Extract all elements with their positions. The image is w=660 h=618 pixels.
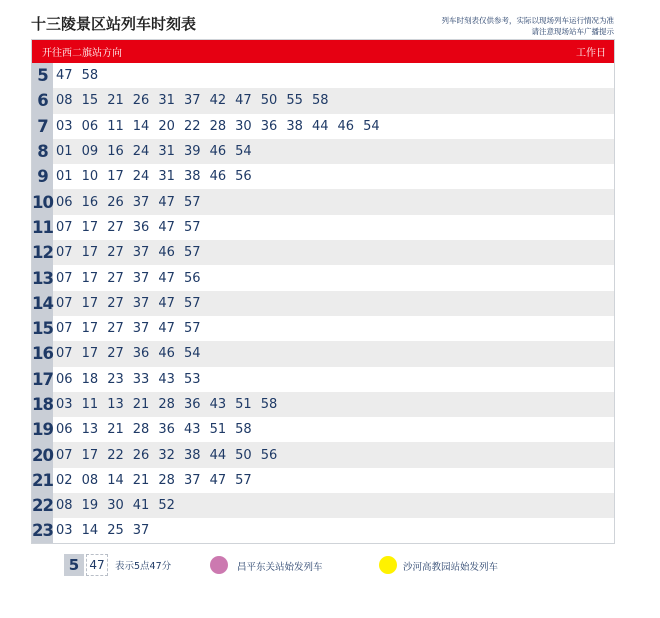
minute-cell: 36 xyxy=(158,422,175,438)
minute-cell: 06 xyxy=(81,118,99,134)
hour-cell: 8 xyxy=(32,139,53,164)
minute-cell: 11 xyxy=(81,397,99,412)
legend-example xyxy=(64,552,171,578)
minute-cell: 43 xyxy=(183,422,201,438)
timetable-row xyxy=(32,240,614,265)
minute-cell: 56 xyxy=(235,169,252,185)
minute-cell: 24 xyxy=(132,144,150,160)
minute-cell: 17 xyxy=(107,169,124,185)
minute-cell: 37 xyxy=(132,321,150,337)
minute-cell: 55 xyxy=(286,93,303,109)
timetable-row xyxy=(32,518,614,543)
minute-cell: 46 xyxy=(337,118,355,134)
minute-cell: 07 xyxy=(56,270,73,286)
origin1-label: 昌平东关站始发列车 xyxy=(237,562,323,573)
timetable-row xyxy=(32,316,614,341)
minute-cell: 51 xyxy=(235,397,252,412)
minute-cell: 07 xyxy=(56,447,73,463)
hour-cell: 9 xyxy=(32,164,53,189)
origin1-color-dot xyxy=(210,556,228,574)
legend-example-text: 表示5点47分 xyxy=(115,561,172,572)
minute-cell: 07 xyxy=(56,321,73,337)
timetable-row xyxy=(32,493,614,518)
minute-cell: 41 xyxy=(132,498,150,514)
minute-cell: 37 xyxy=(132,245,150,261)
hour-cell: 18 xyxy=(32,392,53,417)
minute-cell: 52 xyxy=(158,498,175,514)
minute-cell: 07 xyxy=(56,219,73,235)
minute-cell: 01 xyxy=(56,169,73,185)
minutes-list xyxy=(53,271,210,286)
minute-cell: 36 xyxy=(132,219,150,235)
legend-example-minute: 47 xyxy=(86,554,108,576)
minutes-list xyxy=(53,523,158,538)
minute-cell: 37 xyxy=(132,270,150,286)
minute-cell: 11 xyxy=(107,118,124,134)
minutes-list xyxy=(53,93,338,108)
minutes-list xyxy=(53,169,261,184)
timetable-row xyxy=(32,139,614,164)
minute-cell: 02 xyxy=(56,472,73,488)
timetable-row xyxy=(32,189,614,214)
minute-cell: 28 xyxy=(209,118,227,134)
minute-cell: 50 xyxy=(260,93,278,109)
hour-cell: 10 xyxy=(32,189,53,214)
minute-cell: 21 xyxy=(107,93,124,109)
hour-cell: 17 xyxy=(32,367,53,392)
minute-cell: 17 xyxy=(81,270,99,286)
minute-cell: 20 xyxy=(158,118,175,134)
hour-cell: 16 xyxy=(32,341,53,366)
minutes-list xyxy=(53,498,184,513)
timetable-row xyxy=(32,215,614,240)
minute-cell: 07 xyxy=(56,346,73,362)
minute-cell: 39 xyxy=(183,144,201,160)
minute-cell: 14 xyxy=(132,118,150,134)
minute-cell: 47 xyxy=(56,68,73,84)
minute-cell: 16 xyxy=(107,144,124,160)
minute-cell: 06 xyxy=(56,371,73,387)
minutes-list xyxy=(53,68,107,83)
minute-cell: 47 xyxy=(158,321,175,337)
minutes-list xyxy=(53,245,210,260)
timetable-row xyxy=(32,341,614,366)
minutes-list xyxy=(53,144,261,159)
minute-cell: 57 xyxy=(235,472,252,488)
minutes-list xyxy=(53,195,210,210)
timetable-row xyxy=(32,63,614,88)
timetable-row xyxy=(32,265,614,290)
minute-cell: 15 xyxy=(81,93,99,109)
timetable-row xyxy=(32,164,614,189)
hour-cell: 12 xyxy=(32,240,53,265)
minute-cell: 06 xyxy=(56,194,73,210)
minute-cell: 38 xyxy=(183,169,201,185)
hour-cell: 20 xyxy=(32,442,53,467)
hour-cell: 23 xyxy=(32,518,53,543)
minute-cell: 26 xyxy=(132,447,150,463)
minute-cell: 58 xyxy=(311,93,329,109)
minute-cell: 31 xyxy=(158,144,175,160)
minute-cell: 24 xyxy=(132,169,150,185)
minute-cell: 22 xyxy=(183,118,201,134)
minutes-list xyxy=(53,119,389,134)
minute-cell: 08 xyxy=(56,93,73,109)
minute-cell: 57 xyxy=(183,219,201,235)
minute-cell: 27 xyxy=(107,245,124,261)
minute-cell: 17 xyxy=(81,346,99,362)
minute-cell: 57 xyxy=(183,194,201,210)
minute-cell: 21 xyxy=(132,397,150,412)
hour-cell: 5 xyxy=(32,63,53,88)
timetable-row xyxy=(32,468,614,493)
minute-cell: 30 xyxy=(235,118,252,134)
timetable-header xyxy=(32,40,614,63)
minute-cell: 27 xyxy=(107,346,124,362)
minutes-list xyxy=(53,296,210,311)
minute-cell: 26 xyxy=(132,93,150,109)
minute-cell: 53 xyxy=(183,371,201,387)
minute-cell: 27 xyxy=(107,219,124,235)
minute-cell: 28 xyxy=(132,422,150,438)
minute-cell: 42 xyxy=(209,93,227,109)
minute-cell: 23 xyxy=(107,371,124,387)
minute-cell: 38 xyxy=(183,447,201,463)
minute-cell: 58 xyxy=(260,397,278,412)
timetable-row xyxy=(32,417,614,442)
minute-cell: 32 xyxy=(158,447,175,463)
hour-cell: 13 xyxy=(32,265,53,290)
disclaimer-line-2: 请注意现场站车广播提示 xyxy=(531,27,614,36)
minute-cell: 57 xyxy=(183,245,201,261)
minute-cell: 27 xyxy=(107,295,124,311)
minute-cell: 44 xyxy=(209,447,227,463)
minute-cell: 08 xyxy=(56,498,73,514)
minute-cell: 36 xyxy=(183,397,201,412)
minute-cell: 10 xyxy=(81,169,99,185)
minute-cell: 25 xyxy=(107,523,124,539)
minute-cell: 14 xyxy=(107,472,124,488)
minute-cell: 06 xyxy=(56,422,73,438)
page-title: 十三陵景区站列车时刻表 xyxy=(31,15,197,33)
hour-cell: 11 xyxy=(32,215,53,240)
minute-cell: 57 xyxy=(183,321,201,337)
minutes-list xyxy=(53,346,210,361)
disclaimer-note xyxy=(442,15,615,37)
minute-cell: 14 xyxy=(81,523,99,539)
origin2-color-dot xyxy=(379,556,397,574)
minute-cell: 37 xyxy=(132,194,150,210)
timetable-rows xyxy=(32,63,614,544)
minute-cell: 54 xyxy=(363,118,380,134)
minute-cell: 17 xyxy=(81,321,99,337)
hour-cell: 14 xyxy=(32,291,53,316)
direction-label: 开往西二旗站方向 xyxy=(42,48,122,59)
minute-cell: 21 xyxy=(132,472,150,488)
minute-cell: 47 xyxy=(209,472,227,488)
minute-cell: 51 xyxy=(209,422,227,438)
minutes-list xyxy=(53,448,286,463)
minute-cell: 33 xyxy=(132,371,150,387)
hour-cell: 19 xyxy=(32,417,53,442)
minute-cell: 28 xyxy=(158,472,175,488)
timetable-row xyxy=(32,367,614,392)
disclaimer-line-1: 列车时刻表仅供参考，实际以现场列车运行情况为准 xyxy=(441,16,614,25)
minute-cell: 17 xyxy=(81,447,99,463)
minutes-list xyxy=(53,372,210,387)
minutes-list xyxy=(53,220,210,235)
timetable-row xyxy=(32,88,614,113)
minute-cell: 18 xyxy=(81,371,99,387)
minute-cell: 47 xyxy=(158,194,175,210)
minute-cell: 22 xyxy=(107,447,124,463)
minutes-list xyxy=(53,422,261,437)
minute-cell: 17 xyxy=(81,295,99,311)
timetable-row xyxy=(32,442,614,467)
minute-cell: 47 xyxy=(158,270,175,286)
minute-cell: 27 xyxy=(107,270,124,286)
minute-cell: 03 xyxy=(56,523,73,539)
minute-cell: 58 xyxy=(235,422,252,438)
minute-cell: 07 xyxy=(56,295,73,311)
minute-cell: 37 xyxy=(183,93,201,109)
legend-example-hour: 5 xyxy=(64,554,84,576)
minute-cell: 38 xyxy=(286,118,303,134)
minute-cell: 31 xyxy=(158,93,175,109)
timetable xyxy=(31,39,615,544)
minute-cell: 03 xyxy=(56,118,73,134)
minute-cell: 43 xyxy=(209,397,227,412)
minute-cell: 36 xyxy=(260,118,278,134)
minute-cell: 46 xyxy=(158,245,175,261)
minute-cell: 09 xyxy=(81,144,99,160)
hour-cell: 6 xyxy=(32,88,53,113)
minute-cell: 07 xyxy=(56,245,73,261)
minute-cell: 37 xyxy=(132,523,150,539)
minute-cell: 46 xyxy=(209,144,227,160)
minute-cell: 57 xyxy=(183,295,201,311)
minute-cell: 03 xyxy=(56,397,73,412)
timetable-row xyxy=(32,114,614,139)
minute-cell: 31 xyxy=(158,169,175,185)
minute-cell: 19 xyxy=(81,498,99,514)
minute-cell: 46 xyxy=(209,169,227,185)
minute-cell: 08 xyxy=(81,472,99,488)
minute-cell: 13 xyxy=(81,422,99,438)
timetable-row xyxy=(32,291,614,316)
minute-cell: 47 xyxy=(158,295,175,311)
hour-cell: 22 xyxy=(32,493,53,518)
minute-cell: 13 xyxy=(107,397,124,412)
minute-cell: 37 xyxy=(132,295,150,311)
minute-cell: 37 xyxy=(183,472,201,488)
minute-cell: 56 xyxy=(260,447,278,463)
origin2-label: 沙河高教园站始发列车 xyxy=(403,562,499,573)
minute-cell: 01 xyxy=(56,144,73,160)
minute-cell: 16 xyxy=(81,194,99,210)
minute-cell: 47 xyxy=(235,93,252,109)
minute-cell: 44 xyxy=(311,118,329,134)
minute-cell: 28 xyxy=(158,397,175,412)
minute-cell: 17 xyxy=(81,245,99,261)
hour-cell: 21 xyxy=(32,468,53,493)
day-type-label: 工作日 xyxy=(576,48,606,59)
timetable-row xyxy=(32,392,614,417)
hour-cell: 15 xyxy=(32,316,53,341)
minute-cell: 56 xyxy=(183,270,201,286)
minute-cell: 27 xyxy=(107,321,124,337)
minute-cell: 50 xyxy=(235,447,252,463)
minute-cell: 46 xyxy=(158,346,175,362)
minute-cell: 43 xyxy=(158,371,175,387)
minute-cell: 30 xyxy=(107,498,124,514)
minute-cell: 21 xyxy=(107,422,124,438)
minute-cell: 17 xyxy=(81,219,99,235)
minute-cell: 26 xyxy=(107,194,124,210)
hour-cell: 7 xyxy=(32,114,53,139)
minutes-list xyxy=(53,397,286,412)
minute-cell: 36 xyxy=(132,346,150,362)
minutes-list xyxy=(53,473,261,488)
minute-cell: 47 xyxy=(158,219,175,235)
minute-cell: 58 xyxy=(81,68,99,84)
minute-cell: 54 xyxy=(235,144,252,160)
minutes-list xyxy=(53,321,210,336)
minute-cell: 54 xyxy=(183,346,201,362)
